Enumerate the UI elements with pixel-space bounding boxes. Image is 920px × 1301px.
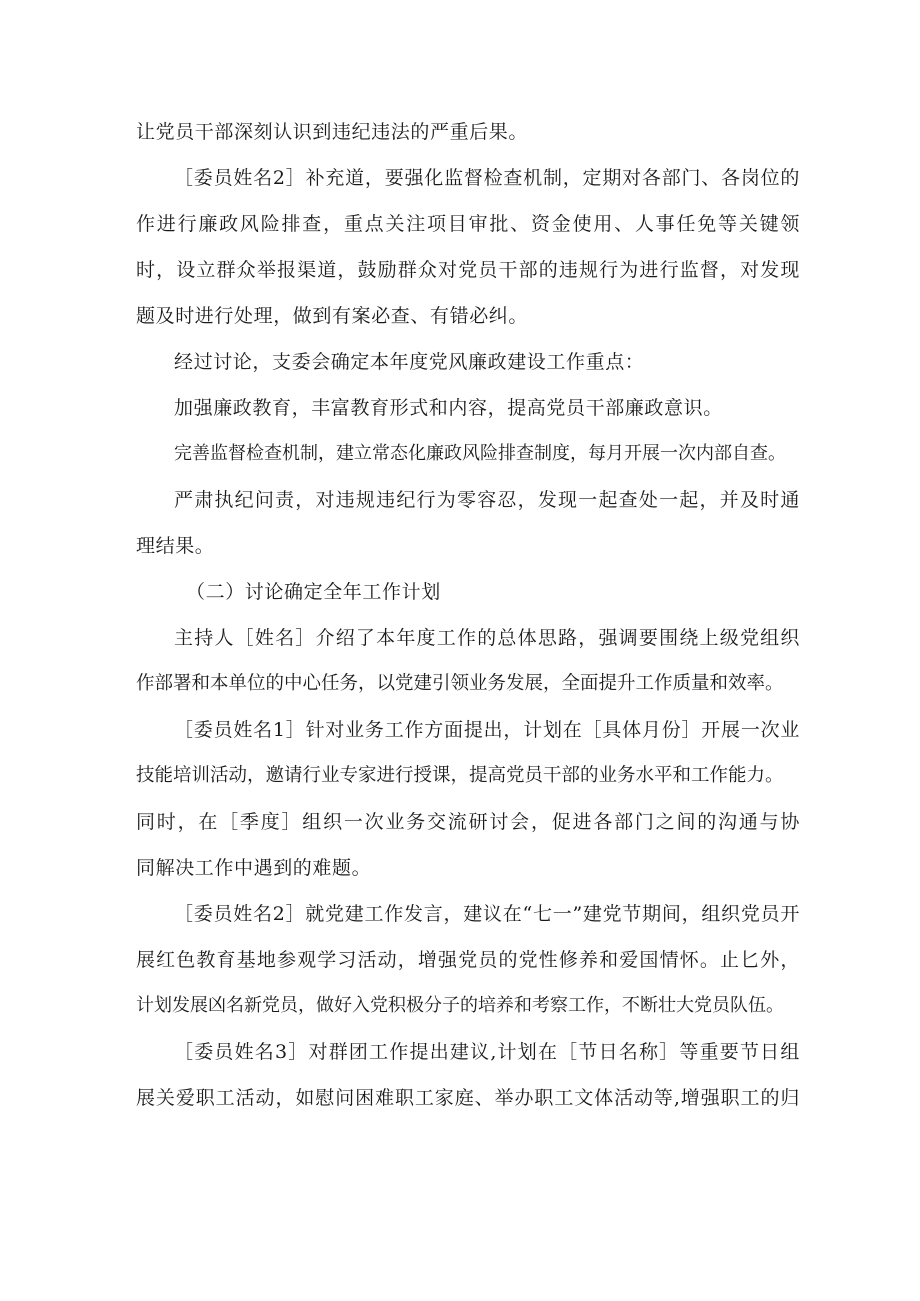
- text-line: ［委员姓名2］就党建工作发言，建议在“七一”建党节期间，组织党员开: [174, 903, 800, 925]
- text-line: 展红色教育基地参观学习活动，增强党员的党性修养和爱国情怀。止匕外，: [136, 949, 800, 971]
- text-line: 作部署和本单位的中心任务，以党建引领业务发展，全面提升工作质量和效率。: [136, 673, 784, 694]
- text-line: 严肃执纪问责，对违规违纪行为零容忍，发现一起查处一起，并及时通: [174, 489, 800, 511]
- section-heading: （二）讨论确定全年工作计划: [186, 581, 441, 603]
- text-line: 理结果。: [136, 535, 215, 557]
- text-line: 技能培训活动，邀请行业专家进行授课，提高党员干部的业务水平和工作能力。: [136, 765, 784, 786]
- text-line: 完善监督检查机制，建立常态化廉政风险排查制度，每月开展一次内部自查。: [174, 443, 786, 464]
- text-line: ［委员姓名2］补充道，要强化监督检查机制，定期对各部门、各岗位的: [174, 167, 800, 189]
- text-line: 加强廉政教育，丰富教育形式和内容，提高党员干部廉政意识。: [174, 397, 723, 419]
- text-line: 展关爱职工活动，如慰问困难职工家庭、举办职工文体活动等,增强职工的归: [136, 1087, 800, 1109]
- text-line: 主持人［姓名］介绍了本年度工作的总体思路，强调要围绕上级党组织: [174, 627, 800, 649]
- text-line: ［委员姓名3］对群团工作提出建议,计划在［节日名称］等重要节日组: [174, 1041, 800, 1063]
- text-line: 作进行廉政风险排查，重点关注项目审批、资金使用、人事任免等关键领: [136, 213, 800, 235]
- text-line: 题及时进行处理，做到有案必查、有错必纠。: [136, 305, 529, 327]
- text-line: 让党员干部深刻认识到违纪违法的严重后果。: [136, 121, 529, 143]
- text-line: 同时，在［季度］组织一次业务交流研讨会，促进各部门之间的沟通与协: [136, 811, 800, 833]
- text-line: 计划发展凶名新党员，做好入党积极分子的培养和考察工作，不断壮大党员队伍。: [136, 995, 784, 1016]
- document-body: [136, 112, 800, 1118]
- text-line: 同解决工作中遇到的难题。: [136, 857, 372, 879]
- text-line: 时，设立群众举报渠道，鼓励群众对党员干部的违规行为进行监督，对发现: [136, 259, 800, 281]
- text-line: ［委员姓名1］针对业务工作方面提出，计划在［具体月份］开展一次业: [174, 719, 800, 741]
- text-line: 经过讨论，支委会确定本年度党风廉政建设工作重点：: [174, 351, 645, 373]
